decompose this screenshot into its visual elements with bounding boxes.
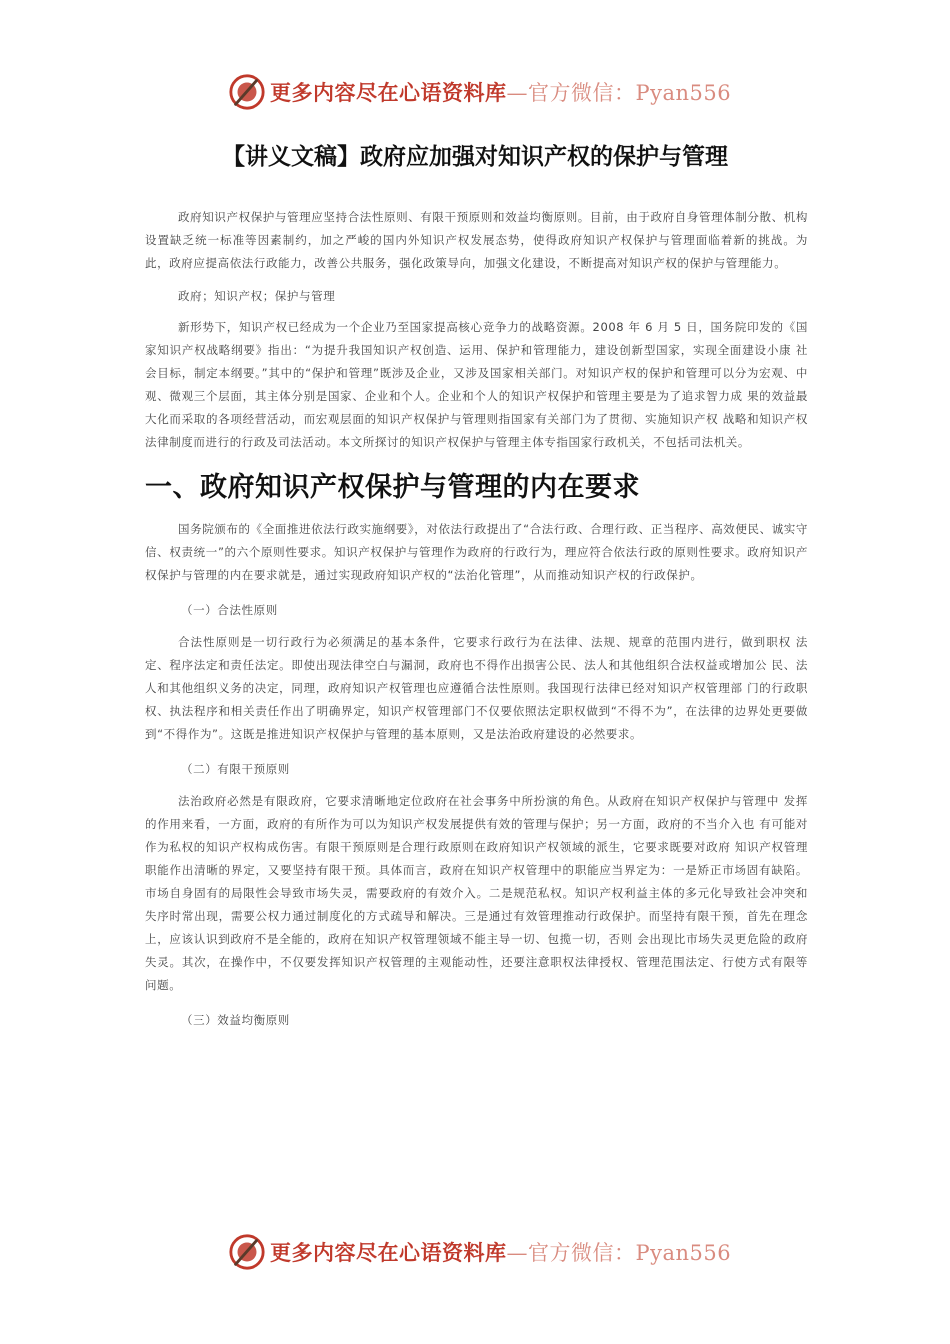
footer-banner [228,1232,732,1272]
subsection-heading-legality: （一）合法性原则 [181,603,278,617]
limited-intervention-paragraph: 法治政府必然是有限政府，它要求清晰地定位政府在社会事务中所扮演的角色。从政府在知识产权保护与管理中 发挥的作用来看，一方面，政府的有所作为可以为知识产权发展提供有效的管理与保护；另一方面，政府的不当介入也 有可能对作为私权的知识产权构成伤害。有限干预原则是合理行政原则在政府知识产权领域的派生，它要求既要对政府 知识产权管理职能作出清晰的界定，又要坚持有限干预。具体而言，政府在知识产权管理中的职能应当界定为：一是矫正市场固有缺陷。市场自身固有的局限性会导致市场失灵，需要政府的有效介入。二是规范私权。知识产权利益主体的多元化导致社会冲突和失序时常出现，需要公权力通过制度化的方式疏导和解决。三是通过有效管理推动行政保护。而坚持有限干预，首先在理念上，应该认识到政府不是全能的，政府在知识产权管理领域不能主导一切、包揽一切，否则 会出现比市场失灵更危险的政府失灵。其次，在操作中，不仅要发挥知识产权管理的主观能动性，还要注意职权法律授权、管理范围法定、行使方式有限等问题。 [145,794,808,992]
banner-text: 更多内容尽在心语资料库—官方微信：Pyan556 [270,80,732,105]
document-body [145,206,808,1041]
header-banner [228,72,732,112]
intro-paragraph: 新形势下，知识产权已经成为一个企业乃至国家提高核心竞争力的战略资源。2008 年 6 月 5 日，国务院印发的《国家知识产权战略纲要》指出：“为提升我国知识产权创造、运用、保护和管理能力，建设创新型国家，实现全面建设小康 社会目标，制定本纲要。”其中的“保护和管理”既涉及企业，又涉及国家相关部门。对知识产权的保护和管理可以分为宏观、中观、微观三个层面，其主体分别是国家、企业和个人。企业和个人的知识产权保护和管理主要是为了追求智力成 果的效益最大化而采取的各项经营活动，而宏观层面的知识产权保护与管理则指国家有关部门为了贯彻、实施知识产权 战略和知识产权法律制度而进行的行政及司法活动。本文所探讨的知识产权保护与管理主体专指国家行政机关，不包括司法机关。 [145,320,808,449]
brand-logo-icon [228,73,266,111]
banner-text: 更多内容尽在心语资料库—官方微信：Pyan556 [270,1240,732,1265]
document-title: 【讲义文稿】政府应加强对知识产权的保护与管理 [222,144,728,170]
legality-paragraph: 合法性原则是一切行政行为必须满足的基本条件，它要求行政行为在法律、法规、规章的范围内进行，做到职权 法定、程序法定和责任法定。即使出现法律空白与漏洞，政府也不得作出损害公民、法人和其他组织合法权益或增加公 民、法人和其他组织义务的决定，同理，政府知识产权管理也应遵循合法性原则。我国现行法律已经对知识产权管理部 门的行政职权、执法程序和相关责任作出了明确界定，知识产权管理部门不仅要依照法定职权做到“不得不为”，在法律的边界处更要做到“不得作为”。这既是推进知识产权保护与管理的基本原则，又是法治政府建设的必然要求。 [145,635,808,741]
brand-logo-icon [228,1233,266,1271]
abstract-paragraph: 政府知识产权保护与管理应坚持合法性原则、有限干预原则和效益均衡原则。目前，由于政府自身管理体制分散、机构设置缺乏统一标准等因素制约，加之严峻的国内外知识产权发展态势，使得政府知识产权保护与管理面临着新的挑战。为此，政府应提高依法行政能力，改善公共服务，强化政策导向，加强文化建设，不断提高对知识产权的保护与管理能力。 [145,210,808,270]
subsection-heading-benefit-balance: （三）效益均衡原则 [181,1013,290,1027]
section-heading: 一、政府知识产权保护与管理的内在要求 [145,472,640,503]
keywords-line: 政府；知识产权；保护与管理 [178,289,336,303]
subsection-heading-limited-intervention: （二）有限干预原则 [181,762,290,776]
section-paragraph: 国务院颁布的《全面推进依法行政实施纲要》，对依法行政提出了“合法行政、合理行政、正当程序、高效便民、诚实守信、权责统一”的六个原则性要求。知识产权保护与管理作为政府的行政行为，理应符合依法行政的原则性要求。政府知识产权保护与管理的内在要求就是，通过实现政府知识产权的“法治化管理”，从而推动知识产权的行政保护。 [145,522,809,582]
